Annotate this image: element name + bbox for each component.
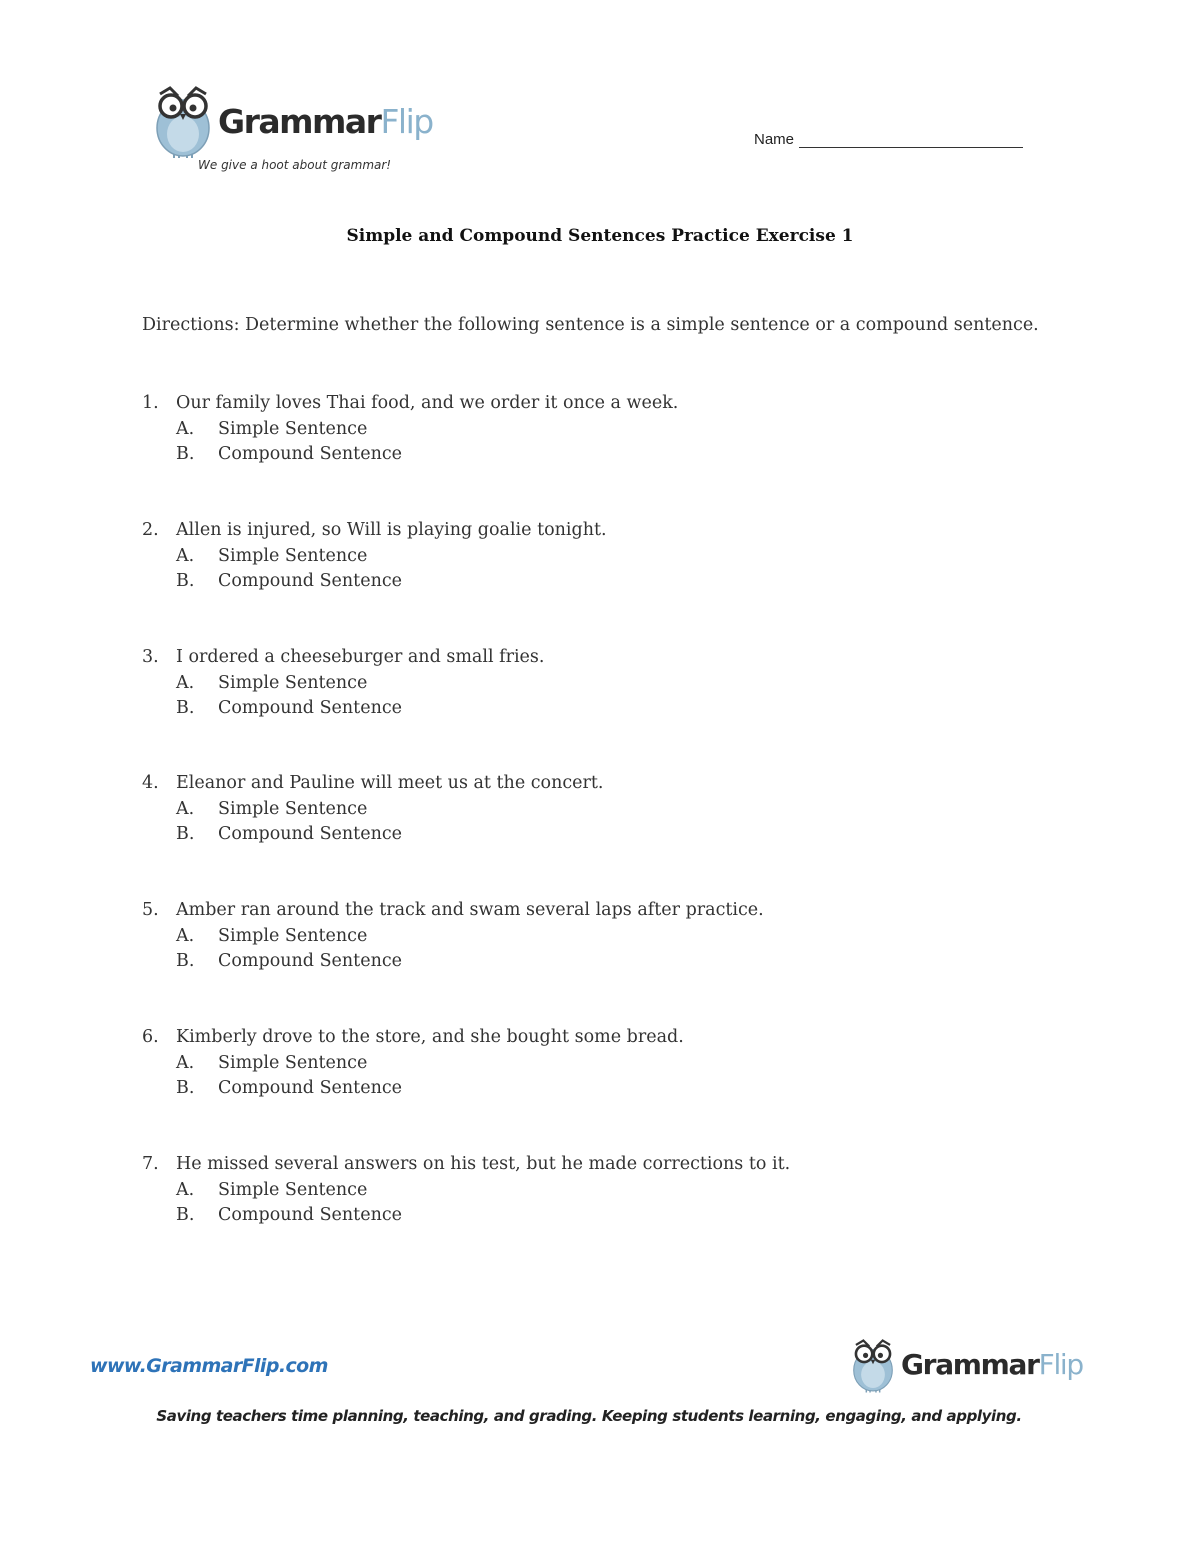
answer-option-b[interactable]	[142, 569, 1062, 595]
question-number: 1.	[142, 393, 159, 413]
answer-option-a[interactable]	[142, 417, 1062, 443]
option-text: Simple Sentence	[218, 545, 368, 566]
option-letter: B.	[176, 444, 195, 464]
option-text: Compound Sentence	[218, 698, 402, 718]
question-text: Amber ran around the track and swam several laps after practice.	[176, 900, 764, 920]
option-text: Simple Sentence	[218, 672, 368, 693]
owl-logo-icon	[850, 1336, 896, 1394]
owl-logo-icon	[152, 84, 214, 158]
answer-option-b[interactable]	[142, 442, 1062, 468]
question-item	[142, 645, 1062, 722]
logo-tagline: We give a hoot about grammar!	[198, 158, 392, 172]
answer-option-a[interactable]	[142, 1178, 1062, 1204]
question-number: 6.	[142, 1027, 159, 1047]
name-label: Name	[754, 131, 795, 148]
question-item	[142, 518, 1062, 595]
question-item	[142, 1152, 1062, 1229]
question-number: 4.	[142, 773, 159, 793]
question-item	[142, 898, 1062, 975]
question-number: 5.	[142, 900, 159, 920]
option-text: Compound Sentence	[218, 571, 402, 591]
option-letter: A.	[176, 1179, 195, 1200]
name-blank-line[interactable]	[799, 133, 1023, 148]
website-link[interactable]: www.GrammarFlip.com	[90, 1355, 328, 1377]
answer-option-a[interactable]	[142, 924, 1062, 950]
page-title: Simple and Compound Sentences Practice Exercise 1	[346, 226, 854, 246]
question-text: Allen is injured, so Will is playing goalie tonight.	[176, 520, 607, 540]
answer-option-b[interactable]	[142, 949, 1062, 975]
question-text: I ordered a cheeseburger and small fries.	[176, 647, 545, 667]
question-item	[142, 391, 1062, 468]
option-text: Simple Sentence	[218, 798, 368, 819]
logo-wordmark: GrammarFlip	[218, 102, 433, 141]
option-text: Compound Sentence	[218, 1078, 402, 1098]
question-item	[142, 1025, 1062, 1102]
option-letter: A.	[176, 545, 195, 566]
answer-option-b[interactable]	[142, 1203, 1062, 1229]
option-text: Simple Sentence	[218, 925, 368, 946]
option-letter: B.	[176, 1205, 195, 1225]
question-text: Eleanor and Pauline will meet us at the concert.	[176, 773, 604, 793]
footer-slogan: Saving teachers time planning, teaching, and grading. Keeping students learning, engaging, and applying.	[156, 1407, 1022, 1425]
answer-option-a[interactable]	[142, 544, 1062, 570]
question-number: 2.	[142, 520, 159, 540]
directions-text: Directions: Determine whether the following sentence is a simple sentence or a compound sentence.	[142, 315, 1039, 335]
option-text: Simple Sentence	[218, 418, 368, 439]
question-text: Kimberly drove to the store, and she bought some bread.	[176, 1027, 684, 1047]
answer-option-a[interactable]	[142, 1051, 1062, 1077]
option-letter: B.	[176, 698, 195, 718]
question-number: 3.	[142, 647, 159, 667]
name-field	[754, 131, 1023, 148]
option-text: Simple Sentence	[218, 1052, 368, 1073]
option-letter: A.	[176, 925, 195, 946]
option-text: Compound Sentence	[218, 444, 402, 464]
option-letter: A.	[176, 798, 195, 819]
question-text: Our family loves Thai food, and we order it once a week.	[176, 393, 679, 413]
option-letter: A.	[176, 1052, 195, 1073]
option-text: Simple Sentence	[218, 1179, 368, 1200]
option-text: Compound Sentence	[218, 824, 402, 844]
answer-option-b[interactable]	[142, 822, 1062, 848]
option-letter: B.	[176, 1078, 195, 1098]
logo-wordmark: GrammarFlip	[901, 1348, 1083, 1381]
question-text: He missed several answers on his test, but he made corrections to it.	[176, 1154, 791, 1174]
option-letter: B.	[176, 824, 195, 844]
option-letter: B.	[176, 571, 195, 591]
option-letter: A.	[176, 672, 195, 693]
question-number: 7.	[142, 1154, 159, 1174]
answer-option-b[interactable]	[142, 696, 1062, 722]
question-item	[142, 771, 1062, 848]
answer-option-a[interactable]	[142, 671, 1062, 697]
option-text: Compound Sentence	[218, 951, 402, 971]
grammarflip-logo-header	[148, 84, 468, 176]
option-text: Compound Sentence	[218, 1205, 402, 1225]
option-letter: B.	[176, 951, 195, 971]
option-letter: A.	[176, 418, 195, 439]
grammarflip-logo-footer	[850, 1336, 1090, 1396]
answer-option-a[interactable]	[142, 797, 1062, 823]
answer-option-b[interactable]	[142, 1076, 1062, 1102]
